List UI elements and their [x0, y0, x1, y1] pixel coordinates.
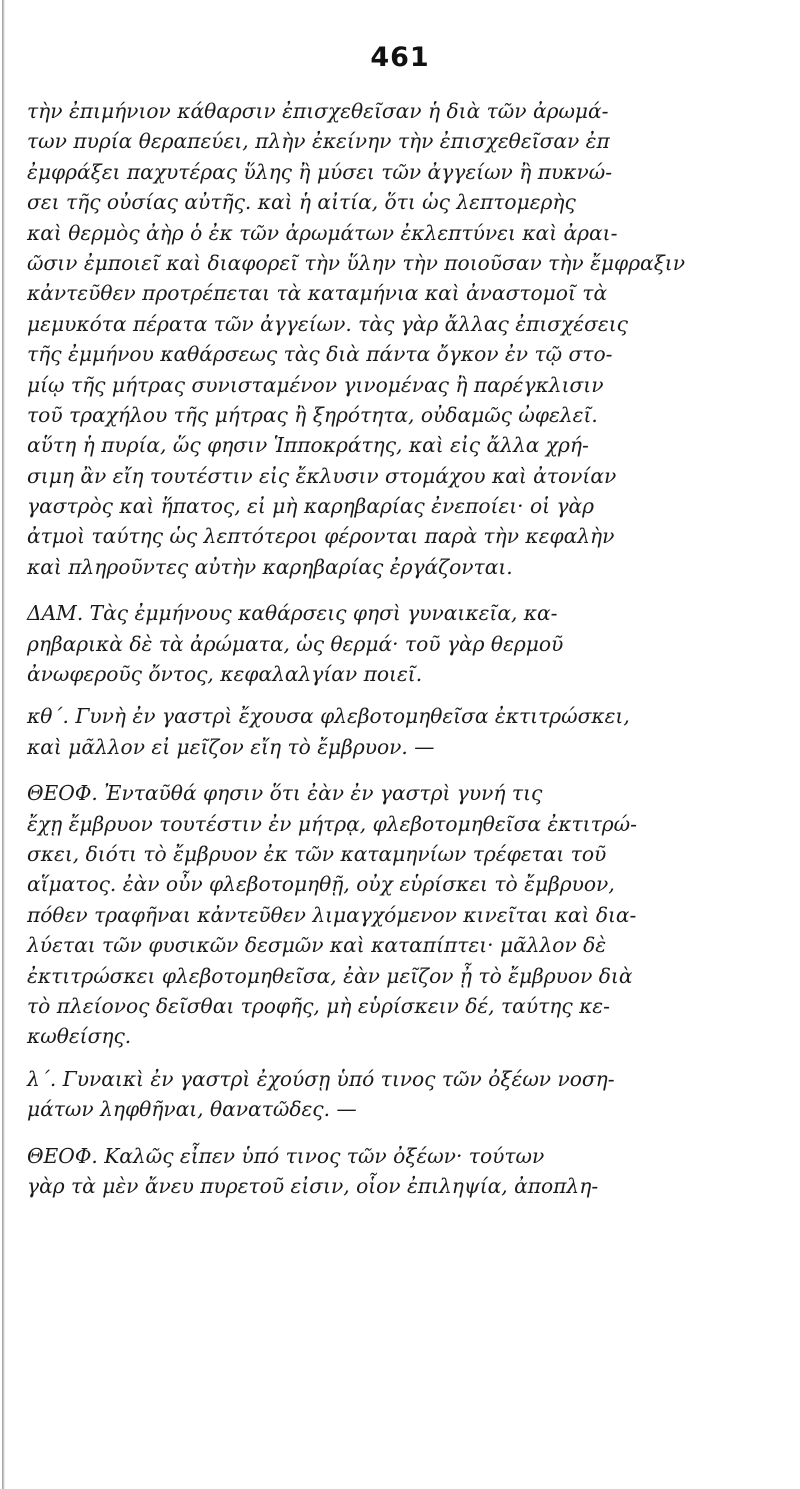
body-text: [27, 96, 772, 1201]
text-line: ΘΕΟΦ. Ἐνταῦθά φησιν ὅτι ἐὰν ἐν γαστρὶ γυνή τις: [27, 781, 543, 806]
text-line: τὴν ἐπιμήνιον κάθαρσιν ἐπισχεθεῖσαν ἡ διὰ τῶν ἀρωμά-: [27, 99, 609, 123]
paragraph-theophilus-1: [27, 778, 772, 1052]
text-line: κωθείσης.: [27, 1024, 132, 1049]
text-line: σκει, διότι τὸ ἔμβρυον ἐκ τῶν καταμηνίων τρέφεται τοῦ: [27, 841, 607, 866]
text-line: καὶ θερμὸς ἀὴρ ὁ ἐκ τῶν ἀρωμάτων ἐκλεπτύνει καὶ ἀραι-: [27, 220, 618, 245]
text-line: τῆς ἐμμήνου καθάρσεως τὰς διὰ πάντα ὄγκον ἐν τῷ στο-: [27, 342, 613, 367]
text-line: γὰρ τὰ μὲν ἄνευ πυρετοῦ εἰσιν, οἷον ἐπιληψία, ἀποπλη-: [27, 1173, 599, 1198]
text-line: ΘΕΟΦ. Καλῶς εἶπεν ὑπό τινος τῶν ὀξέων· τούτων: [27, 1143, 545, 1168]
paragraph-commentary-1: [27, 96, 772, 582]
text-line: αἵματος. ἐὰν οὖν φλεβοτομηθῇ, οὐχ εὑρίσκει τὸ ἔμβρυον,: [27, 872, 615, 897]
text-line: τοῦ τραχήλου τῆς μήτρας ἢ ξηρότητα, οὐδαμῶς ὠφελεῖ.: [27, 402, 598, 427]
text-line: μεμυκότα πέρατα τῶν ἀγγείων. τὰς γὰρ ἄλλας ἐπισχέσεις: [27, 311, 628, 336]
text-line: σιμη ἂν εἴη τουτέστιν εἰς ἔκλυσιν στομάχου καὶ ἀτονίαν: [27, 463, 617, 488]
page-number: 461: [370, 42, 430, 73]
text-line: πόθεν τραφῆναι κἀντεῦθεν λιμαγχόμενον κινεῖται καὶ δια-: [27, 902, 637, 927]
text-line: κθ΄. Γυνὴ ἐν γαστρὶ ἔχουσα φλεβοτομηθεῖσα ἐκτιτρώσκει,: [27, 704, 630, 729]
text-line: καὶ μᾶλλον εἰ μεῖζον εἴη τὸ ἔμβρυον. —: [27, 734, 435, 759]
text-line: κἀντεῦθεν προτρέπεται τὰ καταμήνια καὶ ἀναστομοῖ τὰ: [27, 281, 608, 306]
text-line: καὶ πληροῦντες αὐτὴν καρηβαρίας ἐργάζονται.: [27, 554, 513, 579]
text-line: ΔΑΜ. Τὰς ἐμμήνους καθάρσεις φησὶ γυναικεῖα, κα-: [27, 601, 558, 626]
paragraph-damascius: [27, 598, 772, 689]
text-line: ἐκτιτρώσκει φλεβοτομηθεῖσα, ἐὰν μεῖζον ᾖ τὸ ἔμβρυον διὰ: [27, 963, 633, 988]
text-line: τὸ πλείονος δεῖσθαι τροφῆς, μὴ εὑρίσκειν δέ, ταύτης κε-: [27, 993, 610, 1018]
paragraph-aphorism-29: [27, 701, 772, 762]
text-line: λύεται τῶν φυσικῶν δεσμῶν καὶ καταπίπτει· μᾶλλον δὲ: [27, 933, 607, 958]
text-line: ῶσιν ἐμποιεῖ καὶ διαφορεῖ τὴν ὕλην τὴν ποιοῦσαν τὴν ἔμφραξιν: [27, 250, 685, 275]
text-line: μάτων ληφθῆναι, θανατῶδες. —: [27, 1097, 357, 1122]
paragraph-aphorism-30: [27, 1064, 772, 1125]
text-line: μίῳ τῆς μήτρας συνισταμένον γινομένας ἢ παρέγκλισιν: [27, 372, 604, 397]
text-line: γαστρὸς καὶ ἥπατος, εἰ μὴ καρηβαρίας ἐνεποίει· οἱ γὰρ: [27, 494, 595, 519]
page-edge-shadow: [2, 0, 5, 1489]
paragraph-theophilus-2: [27, 1141, 772, 1202]
text-line: των πυρία θεραπεύει, πλὴν ἐκείνην τὴν ἐπισχεθεῖσαν ἐπ: [27, 129, 610, 154]
text-line: σει τῆς οὐσίας αὐτῆς. καὶ ἡ αἰτία, ὅτι ὡς λεπτομερὴς: [27, 190, 576, 215]
text-line: ἀτμοὶ ταύτης ὡς λεπτότεροι φέρονται παρὰ τὴν κεφαλὴν: [27, 524, 615, 549]
text-line: ἐμφράξει παχυτέρας ὕλης ἢ μύσει τῶν ἀγγείων ἢ πυκνώ-: [27, 159, 613, 184]
text-line: λ΄. Γυναικὶ ἐν γαστρὶ ἐχούσῃ ὑπό τινος τῶν ὀξέων νοση-: [27, 1066, 615, 1091]
text-line: ἔχῃ ἔμβρυον τουτέστιν ἐν μήτρᾳ, φλεβοτομηθεῖσα ἐκτιτρώ-: [27, 811, 637, 836]
text-line: αὕτη ἡ πυρία, ὥς φησιν Ἱπποκράτης, καὶ εἰς ἄλλα χρή-: [27, 433, 589, 458]
text-line: ἀνωφεροῦς ὄντος, κεφαλαλγίαν ποιεῖ.: [27, 662, 423, 687]
text-line: ρηβαρικὰ δὲ τὰ ἀρώματα, ὡς θερμά· τοῦ γὰρ θερμοῦ: [27, 631, 564, 656]
